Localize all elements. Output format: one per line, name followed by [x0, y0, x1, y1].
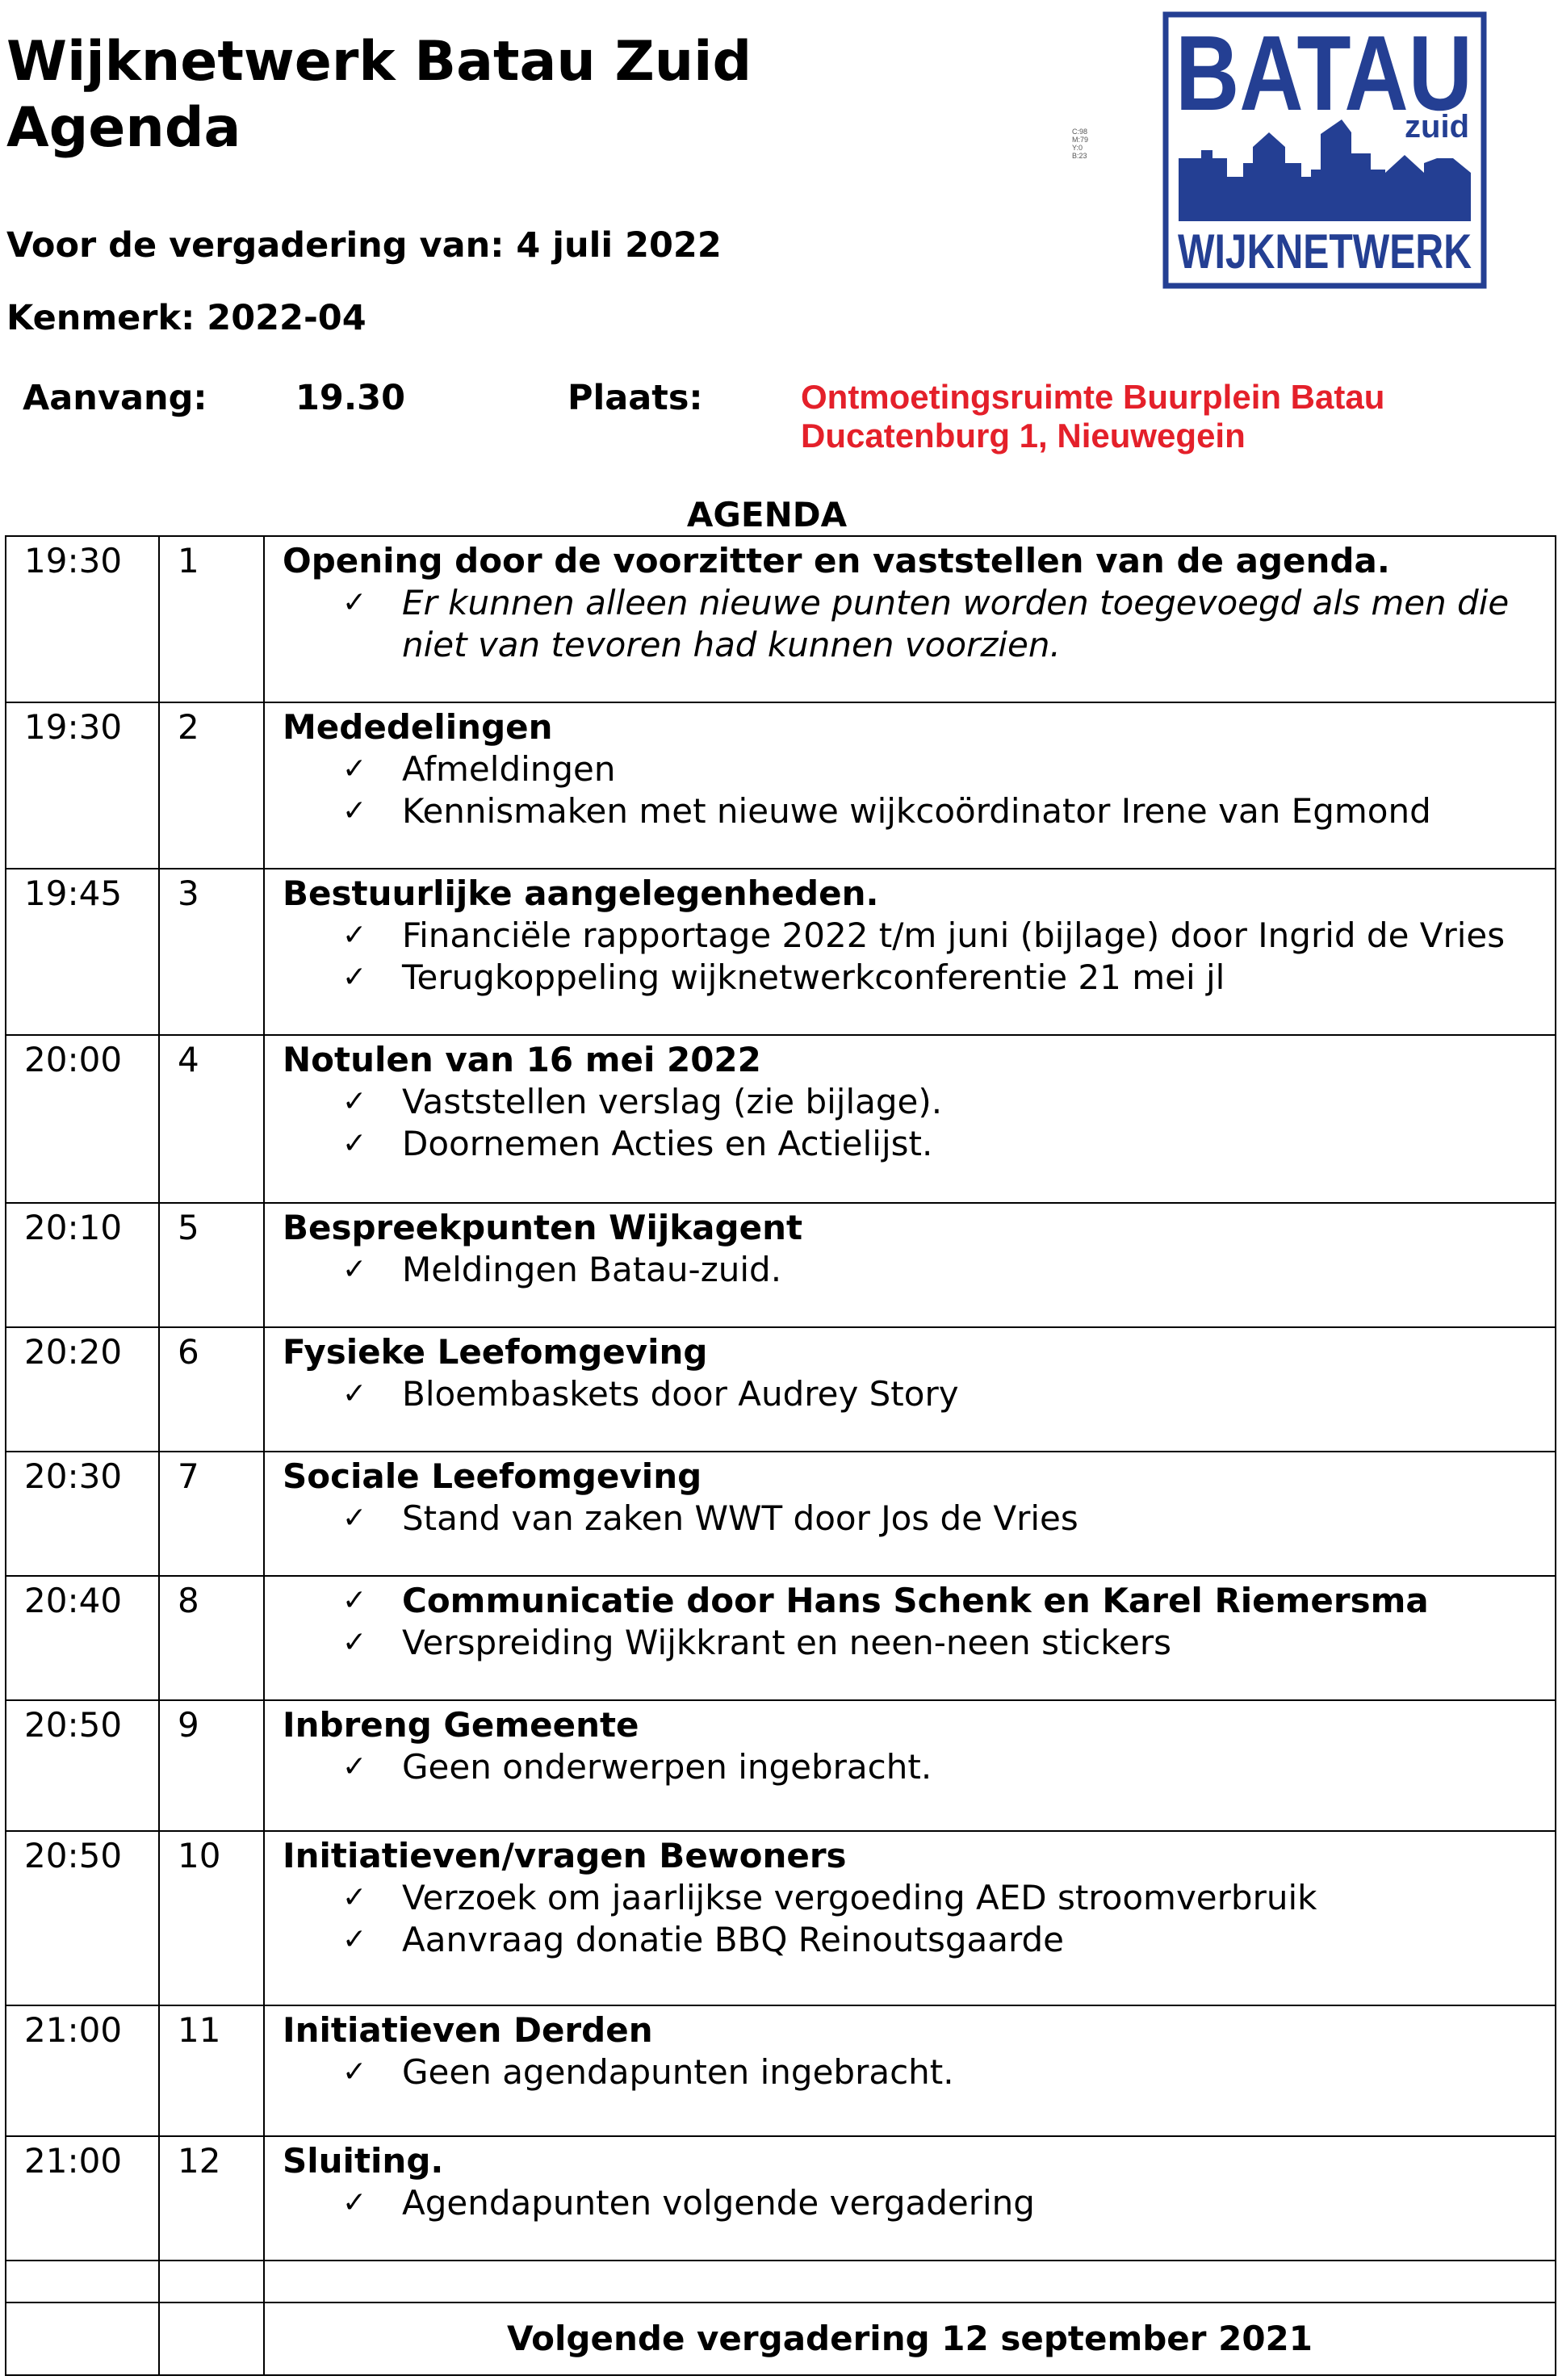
- agenda-time: 20:10: [6, 1203, 159, 1327]
- agenda-bullets: [283, 1498, 1555, 1540]
- agenda-bullets: [283, 1580, 1555, 1664]
- agenda-row: [6, 1831, 1556, 2005]
- bullet-text: Aanvraag donatie BBQ Reinoutsgaarde: [402, 1920, 1065, 1959]
- agenda-bullet: [283, 748, 1555, 790]
- agenda-time: 19:45: [6, 869, 159, 1035]
- color-code-m: M:79: [1072, 136, 1089, 144]
- agenda-content: [264, 869, 1556, 1035]
- checkmark-icon: ✓: [342, 586, 367, 619]
- agenda-content: [264, 1831, 1556, 2005]
- agenda-item-title: Opening door de voorzitter en vaststellen van de agenda.: [283, 541, 1390, 580]
- checkmark-icon: ✓: [342, 1626, 367, 1659]
- bullet-text: Verspreiding Wijkkrant en neen-neen stickers: [402, 1623, 1172, 1662]
- agenda-number: 7: [159, 1452, 264, 1576]
- agenda-number: 1: [159, 536, 264, 702]
- agenda-time: 20:00: [6, 1035, 159, 1203]
- agenda-bullets: [283, 582, 1555, 666]
- agenda-bullet: [283, 1919, 1555, 1961]
- empty-cell: [264, 2261, 1556, 2302]
- agenda-number: 5: [159, 1203, 264, 1327]
- agenda-bullet: [283, 957, 1555, 999]
- agenda-item-title: Mededelingen: [283, 707, 553, 747]
- place-line-2: Ducatenburg 1, Nieuwegein: [801, 417, 1246, 455]
- agenda-time: 19:30: [6, 702, 159, 869]
- bullet-text: Vaststellen verslag (zie bijlage).: [402, 1082, 943, 1121]
- agenda-content: [264, 1576, 1556, 1700]
- agenda-item-title: Bestuurlijke aangelegenheden.: [283, 874, 879, 913]
- agenda-bullets: [283, 2051, 1555, 2093]
- agenda-time: 20:30: [6, 1452, 159, 1576]
- agenda-bullets: [283, 1746, 1555, 1788]
- agenda-row: [6, 2005, 1556, 2136]
- bullet-text: Meldingen Batau-zuid.: [402, 1250, 782, 1289]
- agenda-bullet: [283, 2051, 1555, 2093]
- place-label: Plaats:: [567, 378, 703, 418]
- agenda-bullets: [283, 1081, 1555, 1165]
- agenda-number: 6: [159, 1327, 264, 1452]
- document-title: [6, 29, 752, 161]
- checkmark-icon: ✓: [342, 2186, 367, 2219]
- checkmark-icon: ✓: [342, 961, 367, 994]
- checkmark-icon: ✓: [342, 1584, 367, 1617]
- agenda-bullets: [283, 748, 1555, 832]
- bullet-text: Kennismaken met nieuwe wijkcoördinator Irene van Egmond: [402, 791, 1431, 831]
- agenda-number: 9: [159, 1700, 264, 1831]
- agenda-number: 2: [159, 702, 264, 869]
- agenda-bullets: [283, 1373, 1555, 1415]
- bullet-text: Communicatie door Hans Schenk en Karel Riemersma: [402, 1581, 1429, 1620]
- place-line-1: Ontmoetingsruimte Buurplein Batau: [801, 378, 1385, 416]
- empty-cell: [6, 2302, 159, 2375]
- agenda-heading: AGENDA: [686, 495, 848, 534]
- agenda-content: [264, 1035, 1556, 1203]
- agenda-time: 21:00: [6, 2005, 159, 2136]
- start-label: Aanvang:: [23, 378, 207, 418]
- agenda-content: [264, 1700, 1556, 1831]
- agenda-item-title: Notulen van 16 mei 2022: [283, 1040, 761, 1079]
- color-code-b: B:23: [1072, 152, 1087, 160]
- logo-bottom: WIJKNETWERK: [1178, 224, 1472, 279]
- agenda-number: 10: [159, 1831, 264, 2005]
- agenda-item-title: Fysieke Leefomgeving: [283, 1332, 708, 1372]
- checkmark-icon: ✓: [342, 1377, 367, 1410]
- agenda-row: [6, 1576, 1556, 1700]
- agenda-bullet: [283, 1746, 1555, 1788]
- agenda-row: [6, 1700, 1556, 1831]
- agenda-row: [6, 702, 1556, 869]
- bullet-text: Terugkoppeling wijknetwerkconferentie 21 mei jl: [402, 957, 1225, 997]
- checkmark-icon: ✓: [342, 1881, 367, 1914]
- agenda-row: [6, 1203, 1556, 1327]
- logo-sub: zuid: [1405, 109, 1469, 145]
- agenda-bullets: [283, 1249, 1555, 1291]
- agenda-bullet: [283, 1877, 1555, 1919]
- agenda-time: 21:00: [6, 2136, 159, 2261]
- next-meeting: Volgende vergadering 12 september 2021: [264, 2302, 1556, 2375]
- title-line-2: Agenda: [6, 96, 241, 160]
- agenda-time: 20:20: [6, 1327, 159, 1452]
- bullet-text: Afmeldingen: [402, 749, 616, 789]
- checkmark-icon: ✓: [342, 919, 367, 952]
- start-value: 19.30: [295, 378, 406, 418]
- meeting-date: Voor de vergadering van: 4 juli 2022: [6, 225, 722, 266]
- checkmark-icon: ✓: [342, 1127, 367, 1160]
- bullet-text: Agendapunten volgende vergadering: [402, 2183, 1035, 2223]
- agenda-content: [264, 702, 1556, 869]
- bullet-text: Bloembaskets door Audrey Story: [402, 1374, 959, 1414]
- agenda-number: 4: [159, 1035, 264, 1203]
- empty-cell: [159, 2261, 264, 2302]
- agenda-bullets: [283, 2182, 1555, 2224]
- agenda-table: [5, 535, 1556, 2376]
- agenda-content: [264, 2136, 1556, 2261]
- agenda-content: [264, 536, 1556, 702]
- agenda-content: [264, 1327, 1556, 1452]
- agenda-bullet: [283, 1081, 1555, 1123]
- checkmark-icon: ✓: [342, 794, 367, 828]
- agenda-item-title: Bespreekpunten Wijkagent: [283, 1208, 803, 1247]
- footer-row: [6, 2302, 1556, 2375]
- agenda-item-title: Sociale Leefomgeving: [283, 1456, 702, 1496]
- color-code-c: C:98: [1072, 128, 1088, 136]
- agenda-bullet: [283, 1373, 1555, 1415]
- agenda-number: 11: [159, 2005, 264, 2136]
- agenda-bullet: [283, 1249, 1555, 1291]
- agenda-number: 8: [159, 1576, 264, 1700]
- checkmark-icon: ✓: [342, 752, 367, 786]
- agenda-number: 3: [159, 869, 264, 1035]
- agenda-row: [6, 536, 1556, 702]
- agenda-bullet: [283, 582, 1555, 666]
- empty-cell: [6, 2261, 159, 2302]
- agenda-body: [6, 536, 1556, 2375]
- agenda-time: 20:40: [6, 1576, 159, 1700]
- agenda-item-title: Inbreng Gemeente: [283, 1705, 639, 1745]
- checkmark-icon: ✓: [342, 1502, 367, 1535]
- checkmark-icon: ✓: [342, 1253, 367, 1286]
- agenda-bullet: [283, 790, 1555, 832]
- agenda-bullets: [283, 915, 1555, 999]
- agenda-row: [6, 1035, 1556, 1203]
- agenda-item-title: Sluiting.: [283, 2141, 444, 2181]
- agenda-content: [264, 2005, 1556, 2136]
- agenda-time: 19:30: [6, 536, 159, 702]
- checkmark-icon: ✓: [342, 1923, 367, 1956]
- color-code-y: Y:0: [1072, 144, 1083, 152]
- checkmark-icon: ✓: [342, 1750, 367, 1783]
- checkmark-icon: ✓: [342, 1085, 367, 1118]
- agenda-row: [6, 1327, 1556, 1452]
- agenda-time: 20:50: [6, 1700, 159, 1831]
- spacer-row: [6, 2261, 1556, 2302]
- bullet-text: Geen agendapunten ingebracht.: [402, 2052, 954, 2092]
- bullet-text: Stand van zaken WWT door Jos de Vries: [402, 1498, 1078, 1538]
- agenda-bullets: [283, 1877, 1555, 1961]
- bullet-text: Verzoek om jaarlijkse vergoeding AED stroomverbruik: [402, 1878, 1317, 1917]
- logo-word: BATAU: [1175, 14, 1472, 132]
- agenda-content: [264, 1452, 1556, 1576]
- agenda-item-title: Initiatieven/vragen Bewoners: [283, 1836, 847, 1875]
- title-line-1: Wijknetwerk Batau Zuid: [6, 30, 752, 94]
- agenda-bullet: [283, 915, 1555, 957]
- agenda-bullet: [283, 1498, 1555, 1540]
- agenda-row: [6, 869, 1556, 1035]
- agenda-content: [264, 1203, 1556, 1327]
- bullet-text: Geen onderwerpen ingebracht.: [402, 1747, 932, 1787]
- color-codes: [1072, 128, 1088, 160]
- agenda-bullet: [283, 1123, 1555, 1165]
- reference: Kenmerk: 2022-04: [6, 298, 366, 338]
- bullet-text: Doornemen Acties en Actielijst.: [402, 1124, 933, 1163]
- place-address: [801, 378, 1384, 455]
- agenda-bullet: [283, 1622, 1555, 1664]
- agenda-bullet: [283, 1580, 1555, 1622]
- checkmark-icon: ✓: [342, 2055, 367, 2089]
- agenda-row: [6, 2136, 1556, 2261]
- bullet-text: Er kunnen alleen nieuwe punten worden toegevoegd als men die niet van tevoren had kunnen voorzien.: [402, 583, 1510, 664]
- batau-zuid-logo: [1162, 11, 1487, 289]
- empty-cell: [159, 2302, 264, 2375]
- agenda-bullet: [283, 2182, 1555, 2224]
- agenda-row: [6, 1452, 1556, 1576]
- agenda-time: 20:50: [6, 1831, 159, 2005]
- agenda-number: 12: [159, 2136, 264, 2261]
- bullet-text: Financiële rapportage 2022 t/m juni (bijlage) door Ingrid de Vries: [402, 916, 1506, 955]
- agenda-item-title: Initiatieven Derden: [283, 2010, 653, 2050]
